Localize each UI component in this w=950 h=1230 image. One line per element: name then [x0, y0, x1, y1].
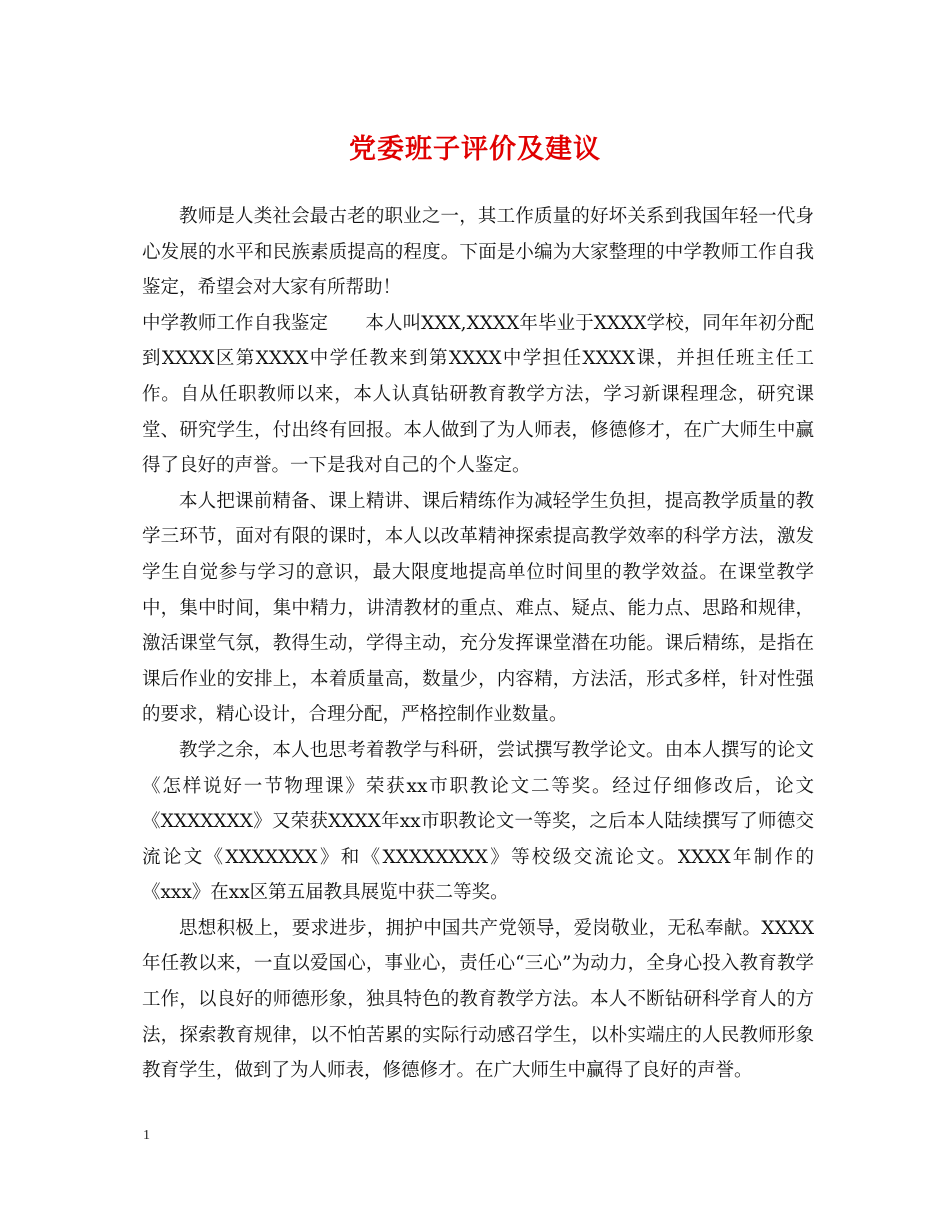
paragraph-intro: 教师是人类社会最古老的职业之一，其工作质量的好坏关系到我国年轻一代身心发展的水平和民族素质提高的程度。下面是小编为大家整理的中学教师工作自我鉴定，希望会对大家有所帮助！ — [142, 206, 814, 299]
document-title: 党委班子评价及建议 — [349, 134, 601, 165]
page-number: 1 — [143, 1128, 150, 1143]
paragraph-research: 教学之余，本人也思考着教学与科研，尝试撰写教学论文。由本人撰写的论文《怎样说好一节物理课》荣获xx市职教论文二等奖。经过仔细修改后，论文《XXXXXXX》又荣获XXXX年xx市职教论文一等奖，之后本人陆续撰写了师德交流论文《XXXXXXX》和《XXXXXXXX》等校级交流论文。XXXX年制作的《xxx》在xx区第五届教具展览中获二等奖。 — [142, 739, 814, 904]
paragraph-self-assessment: 中学教师工作自我鉴定 本人叫XXX,XXXX年毕业于XXXX学校，同年年初分配到XXXX区第XXXX中学任教来到第XXXX中学担任XXXX课，并担任班主任工作。自从任职教师以来，本人认真钻研教育教学方法，学习新课程理念，研究课堂、研究学生，付出终有回报。本人做到了为人师表，修德修才，在广大师生中赢得了良好的声誉。一下是我对自己的个人鉴定。 — [142, 312, 814, 477]
document-body — [142, 199, 814, 1089]
paragraph-ideology: 思想积极上，要求进步，拥护中国共产党领导，爱岗敬业，无私奉献。XXXX年任教以来，一直以爱国心，事业心，责任心“三心”为动力，全身心投入教育教学工作，以良好的师德形象，独具特色的教育教学方法。本人不断钻研科学育人的方法，探索教育规律，以不怕苦累的实际行动感召学生，以朴实端庄的人民教师形象教育学生，做到了为人师表，修德修才。在广大师生中赢得了良好的声誉。 — [142, 917, 814, 1082]
paragraph-teaching-method: 本人把课前精备、课上精讲、课后精练作为减轻学生负担，提高教学质量的教学三环节，面对有限的课时，本人以改革精神探索提高教学效率的科学方法，激发学生自觉参与学习的意识，最大限度地提高单位时间里的教学效益。在课堂教学中，集中时间，集中精力，讲清教材的重点、难点、疑点、能力点、思路和规律，激活课堂气氛，教得生动，学得主动，充分发挥课堂潜在功能。课后精练，是指在课后作业的安排上，本着质量高，数量少，内容精，方法活，形式多样，针对性强的要求，精心设计，合理分配，严格控制作业数量。 — [142, 490, 814, 726]
